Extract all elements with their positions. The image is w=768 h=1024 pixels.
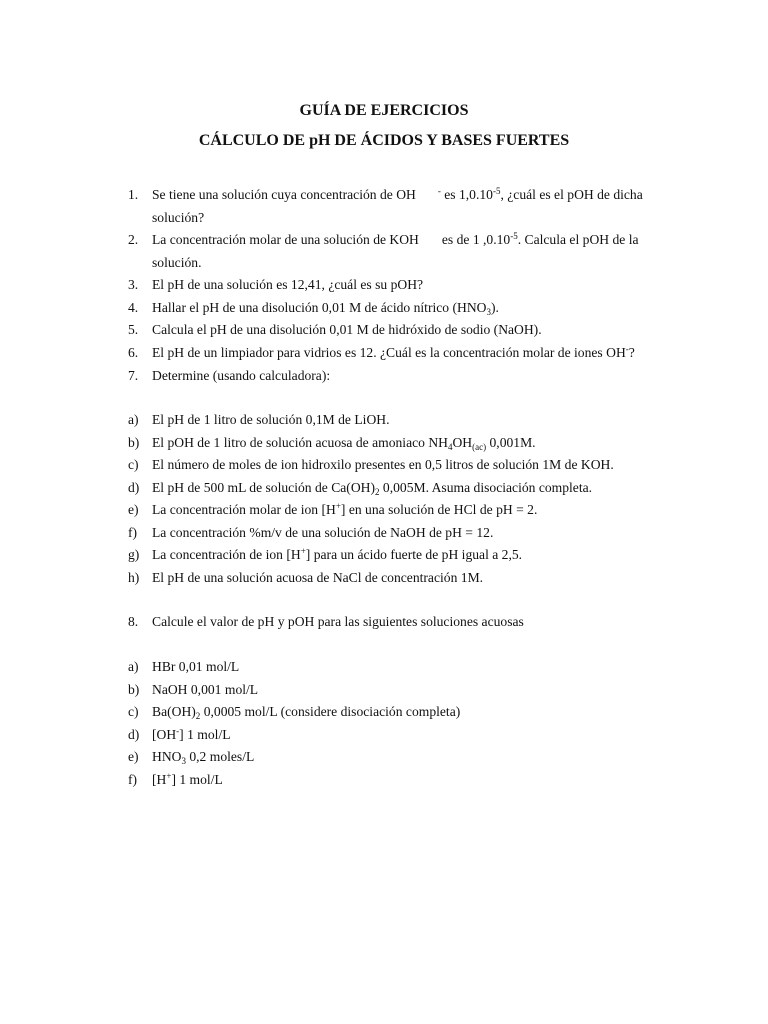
question-text: Se tiene una solución cuya concentración de OH - es $1,0.10^{-5}$, ¿cuál es el pOH de dicha xyxy=(152,186,643,202)
subquestion-text: El pOH de 1 litro de solución acuosa de amoniaco $NH_4OH_{(ac)}$ 0,001M. xyxy=(152,435,536,452)
question-number: 4. xyxy=(128,300,139,315)
subquestion-text: La concentración de ion [H+] para un ácido fuerte de pH igual a 2,5. xyxy=(152,546,523,562)
subquestion-text: El pH de 1 litro de solución 0,1M de LiOH. xyxy=(152,412,390,427)
title-line-2: CÁLCULO DE pH DE ÁCIDOS Y BASES FUERTES xyxy=(198,132,570,149)
question-text: La concentración molar de una solución de KOH es de 1 $,0.10^{-5}$. Calcula el pOH de la xyxy=(152,231,639,247)
question-number: 7. xyxy=(128,368,139,383)
subquestion-letter: d) xyxy=(128,480,140,495)
question-number: 8. xyxy=(128,614,139,629)
subquestion-letter: a) xyxy=(128,412,139,427)
subquestion-letter: a) xyxy=(128,659,139,674)
subquestion-text: [H+] 1 mol/L xyxy=(152,771,223,787)
subquestion-letter: c) xyxy=(128,704,139,719)
subquestion-letter: d) xyxy=(128,727,140,742)
subquestion-text: La concentración molar de ion [H+] en una solución de HCl de pH = 2. xyxy=(152,501,538,517)
question-text: Determine (usando calculadora): xyxy=(152,368,331,383)
subquestion-text: $Ba(OH)_2$ 0,0005 mol/L (considere disociación completa) xyxy=(152,704,461,721)
subquestion-letter: e) xyxy=(128,502,139,517)
title-line-1: GUÍA DE EJERCICIOS xyxy=(299,102,469,119)
subquestion-letter: f) xyxy=(128,525,138,540)
subquestion-letter: b) xyxy=(128,435,140,450)
subquestion-letter: e) xyxy=(128,749,139,764)
question-number: 5. xyxy=(128,322,139,337)
document-page: GUÍA DE EJERCICIOS CÁLCULO DE pH DE ÁCIDOS Y BASES FUERTES 1. Se tiene una solución cuya concentración de OH - es $1,0.10^{-5}$, ¿cuál es el pOH de dicha solución? 2. La concentración molar de una solución de KOH es de 1 $,0.10^{-5}$. Calcula el pOH de la solución. 3. El pH de una solución es 12,41, ¿cuál es su pOH? 4. Hallar el pH de una disolución 0,01 M de ácido nítrico $(HNO_3)$. 5. Calcula el pH de una disolución 0,01 M de hidróxido de sodio (NaOH). 6. El pH de un limpiador para vidrios es 12. ¿Cuál es la concentración molar de iones OH-? 7. Determine (usando calculadora): a) El pH de 1 litro de solución 0,1M de LiOH. b) El pOH de 1 litro de solución acuosa de amoniaco $NH_4OH_{(ac)}$ 0,001M. c) El número de moles de ion hidroxilo presentes en 0,5 litros de solución 1M de KOH. d) El pH de 500 mL de solución de $Ca(OH)_2$ 0,005M. Asuma disociación completa. e) La concentración molar de ion [H+] en una solución de HCl de pH = 2. f) La concentración %m/v de una solución de NaOH de pH = 12. g) La concentración de ion [H+] para un ácido fuerte de pH igual a 2,5. h) El pH de una solución acuosa de NaCl de concentración 1M. 8. Calcule el valor de pH y pOH para las siguientes soluciones acuosas a) HBr 0,01 mol/L b) NaOH 0,001 mol/L c) $Ba(OH)_2$ 0,0005 mol/L (considere disociación completa) d) [OH-] 1 mol/L e) $HNO_3$ 0,2 moles/L f) [H+] 1 mol/L xyxy=(0,0,768,1024)
question-text: El pH de un limpiador para vidrios es 12. ¿Cuál es la concentración molar de iones OH-? xyxy=(152,344,635,360)
subquestion-text: HBr 0,01 mol/L xyxy=(152,659,240,674)
question-text: El pH de una solución es 12,41, ¿cuál es su pOH? xyxy=(152,277,424,292)
subquestion-text: La concentración %m/v de una solución de NaOH de pH = 12. xyxy=(152,525,494,540)
subquestion-text: NaOH 0,001 mol/L xyxy=(152,682,259,697)
subquestion-letter: c) xyxy=(128,457,139,472)
question-text: Calcule el valor de pH y pOH para las siguientes soluciones acuosas xyxy=(152,614,524,629)
subquestion-text: $HNO_3$ 0,2 moles/L xyxy=(152,749,255,766)
question-number: 1. xyxy=(128,187,139,202)
subquestion-text: El pH de una solución acuosa de NaCl de concentración 1M. xyxy=(152,570,484,585)
question-text: Calcula el pH de una disolución 0,01 M de hidróxido de sodio (NaOH). xyxy=(152,322,542,337)
question-number: 6. xyxy=(128,345,139,360)
subquestion-text: [OH-] 1 mol/L xyxy=(152,726,231,742)
subquestion-letter: b) xyxy=(128,682,140,697)
question-number: 2. xyxy=(128,232,139,247)
subquestion-text: El número de moles de ion hidroxilo presentes en 0,5 litros de solución 1M de KOH. xyxy=(152,457,614,472)
subquestion-letter: h) xyxy=(128,570,140,585)
subquestion-letter: g) xyxy=(128,547,140,562)
subquestion-letter: f) xyxy=(128,772,138,787)
subquestion-text: El pH de 500 mL de solución de $Ca(OH)_2$ 0,005M. Asuma disociación completa. xyxy=(152,480,593,497)
question-number: 3. xyxy=(128,277,139,292)
question-text: Hallar el pH de una disolución 0,01 M de ácido nítrico $(HNO_3)$. xyxy=(152,300,499,317)
